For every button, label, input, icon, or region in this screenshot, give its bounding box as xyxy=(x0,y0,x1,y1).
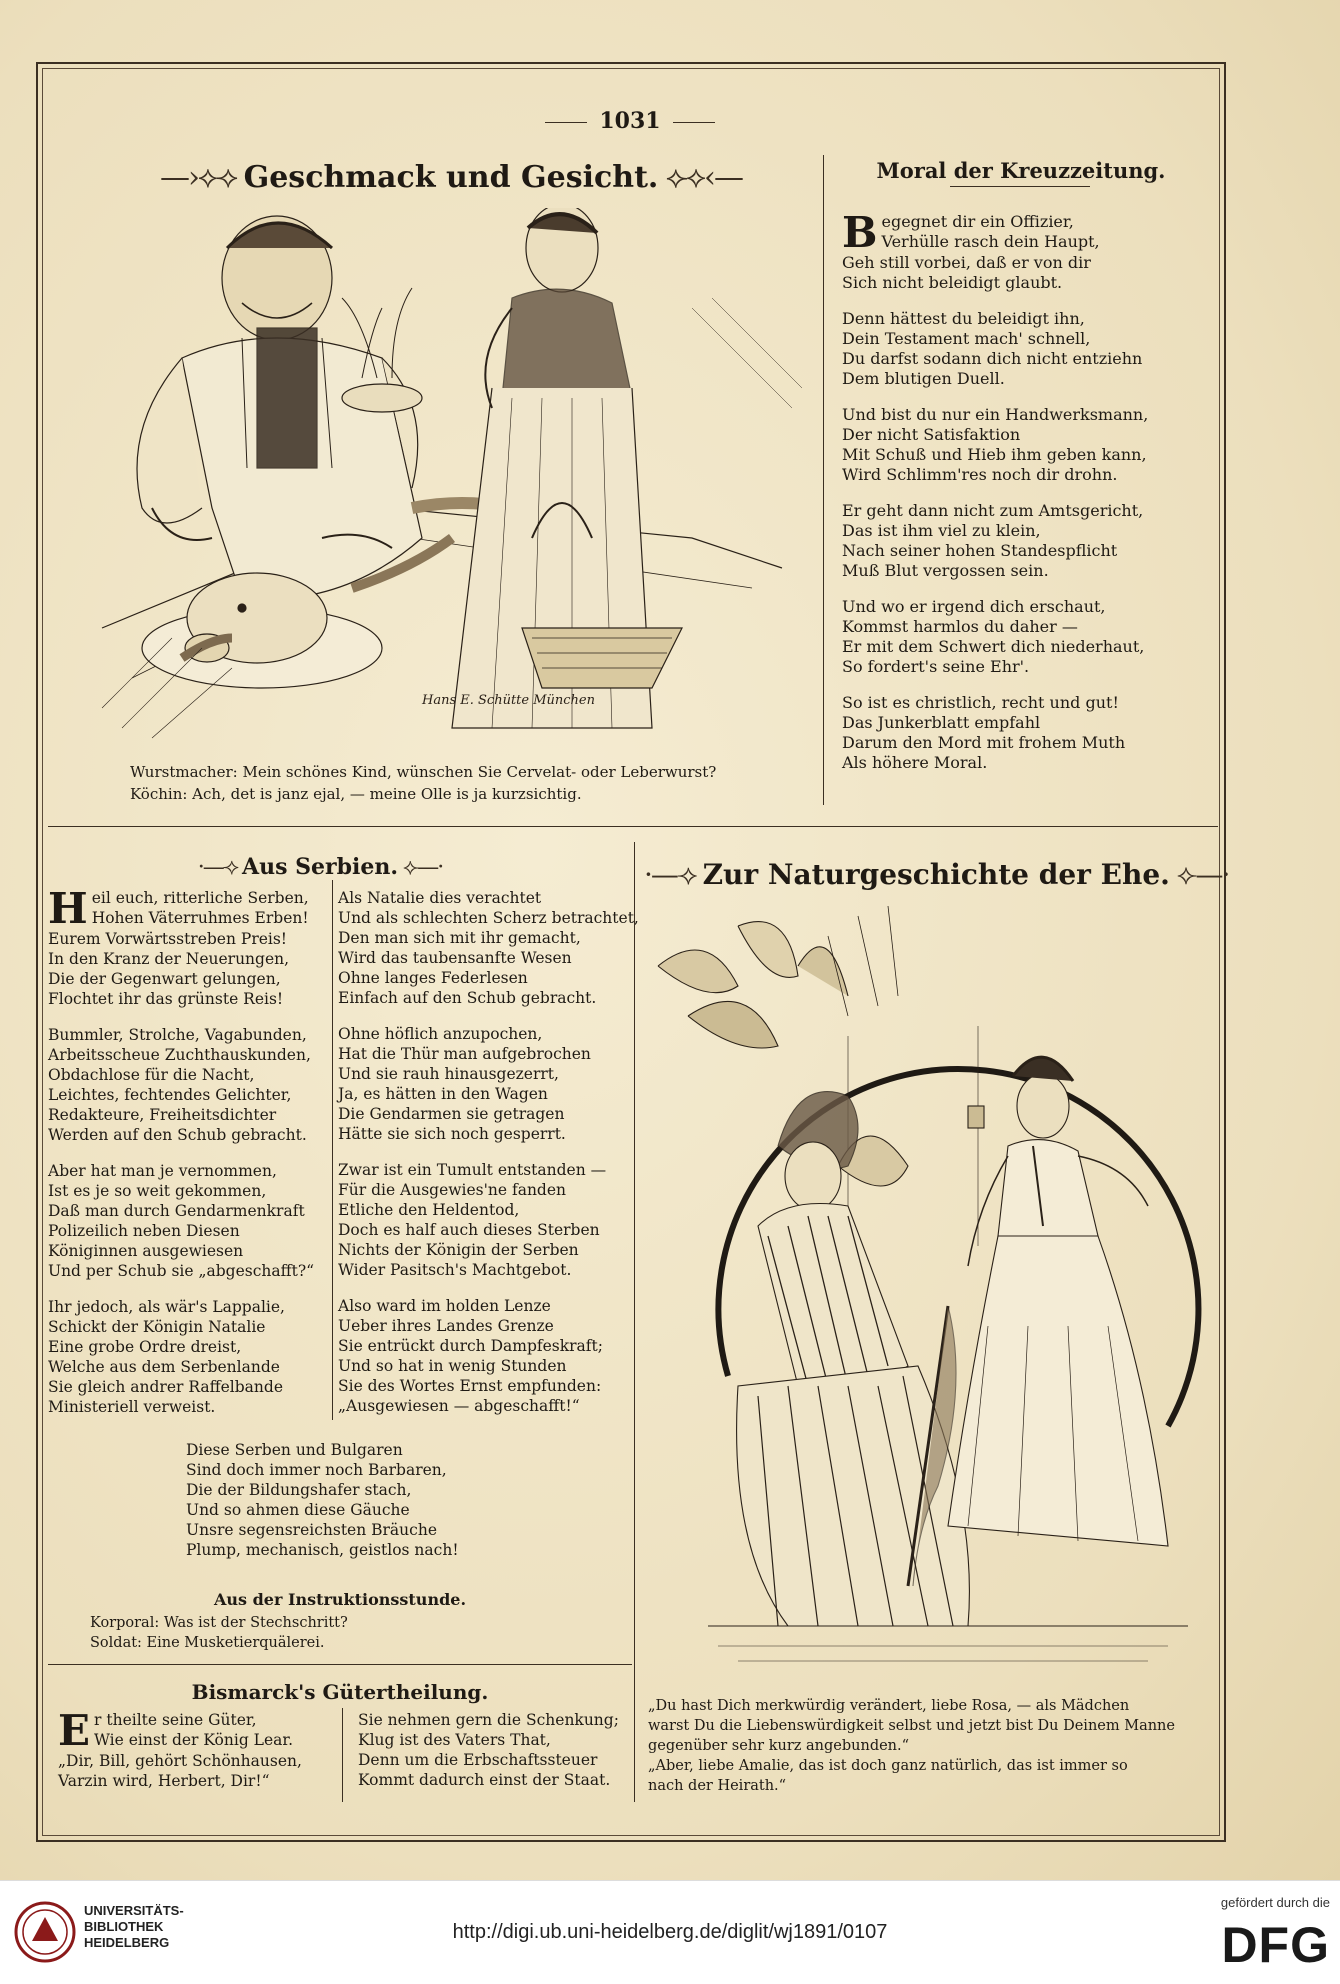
ornament-left: —›⟡⟢ xyxy=(160,160,244,195)
poem-line: Aber hat man je vernommen, xyxy=(48,1162,277,1180)
title-serbien-text: Aus Serbien. xyxy=(242,854,398,880)
poem-line: Unsre segensreichsten Bräuche xyxy=(186,1521,437,1539)
poem-line: Nichts der Königin der Serben xyxy=(338,1241,579,1259)
poem-line: Plump, mechanisch, geistlos nach! xyxy=(186,1541,459,1559)
poem-line: Sie gleich andrer Raffelbande xyxy=(48,1378,283,1396)
caption-line: nach der Heirath.“ xyxy=(648,1778,787,1794)
page-number: 1031 xyxy=(520,108,740,134)
poem-line: Muß Blut vergossen sein. xyxy=(842,561,1049,580)
poem-line: Und bist du nur ein Handwerksmann, xyxy=(842,405,1149,424)
instruktion-divider xyxy=(48,1664,632,1665)
poem-line: Ihr jedoch, als wär's Lappalie, xyxy=(48,1298,285,1316)
poem-line: Ueber ihres Landes Grenze xyxy=(338,1317,554,1335)
poem-line: Ohne langes Federlesen xyxy=(338,969,528,987)
section-title-moral: Moral der Kreuzzeitung. xyxy=(876,158,1166,183)
drop-cap-b: B xyxy=(842,208,878,257)
section-title-geschmack xyxy=(160,160,742,195)
serbien-stanza-4 xyxy=(48,1297,330,1417)
poem-line: Und wo er irgend dich erschaut, xyxy=(842,597,1106,616)
institution-line: BIBLIOTHEK xyxy=(84,1919,164,1934)
poem-line: Für die Ausgewies'ne fanden xyxy=(338,1181,567,1199)
ornament-left: ·—⟢ xyxy=(197,855,242,880)
poem-line: Wie einst der König Lear. xyxy=(94,1731,294,1749)
poem-line: „Ausgewiesen — abgeschafft!“ xyxy=(338,1397,580,1415)
poem-line: Zwar ist ein Tumult entstanden — xyxy=(338,1161,607,1179)
title-underline xyxy=(950,186,1090,187)
poem-line: In den Kranz der Neuerungen, xyxy=(48,950,290,968)
poem-line: So ist es christlich, recht und gut! xyxy=(842,693,1119,712)
caption-line: „Aber, liebe Amalie, das ist doch ganz natürlich, das ist immer so xyxy=(648,1758,1128,1774)
poem-moral-stanza-2 xyxy=(842,309,1217,389)
poem-line: Varzin wird, Herbert, Dir!“ xyxy=(58,1772,270,1790)
funder-label: gefördert durch die xyxy=(1220,1895,1330,1910)
caption-geschmack-2: Köchin: Ach, det is janz ejal, — meine Olle is ja kurzsichtig. xyxy=(130,785,582,803)
poem-line: Daß man durch Gendarmenkraft xyxy=(48,1202,305,1220)
drop-cap-e: E xyxy=(58,1706,91,1755)
illustration-two-women xyxy=(648,906,1216,1686)
bismarck-column-1 xyxy=(58,1706,340,1791)
poem-line: Wider Pasitsch's Machtgebot. xyxy=(338,1261,572,1279)
serbien-stanza-5 xyxy=(338,888,639,1008)
title-geschmack-text: Geschmack und Gesicht. xyxy=(243,160,659,195)
caption-line: warst Du die Liebenswürdigkeit selbst und jetzt bist Du Deinem Manne xyxy=(648,1718,1175,1734)
poem-line: Und sie rauh hinausgezerrt, xyxy=(338,1065,559,1083)
poem-line: Sich nicht beleidigt glaubt. xyxy=(842,273,1063,292)
serbien-stanza-1 xyxy=(48,884,330,1009)
poem-line: Kommt dadurch einst der Staat. xyxy=(358,1771,611,1789)
poem-line: Hat die Thür man aufgebrochen xyxy=(338,1045,591,1063)
poem-line: Als Natalie dies verachtet xyxy=(338,889,542,907)
poem-line: Die Gendarmen sie getragen xyxy=(338,1105,565,1123)
poem-line: Obdachlose für die Nacht, xyxy=(48,1066,255,1084)
poem-line: eil euch, ritterliche Serben, xyxy=(91,889,309,907)
poem-line: Welche aus dem Serbenlande xyxy=(48,1358,280,1376)
digitization-footer xyxy=(0,1880,1340,1984)
section-title-serbien xyxy=(110,854,530,880)
poem-line: Polizeilich neben Diesen xyxy=(48,1222,240,1240)
section-title-instruktion: Aus der Instruktionsstunde. xyxy=(213,1590,467,1609)
poem-line: Den man sich mit ihr gemacht, xyxy=(338,929,581,947)
instruktion-line-2: Soldat: Eine Musketierquälerei. xyxy=(90,1635,325,1651)
caption-line: gegenüber sehr kurz angebunden.“ xyxy=(648,1738,910,1754)
poem-line: Flochtet ihr das grünste Reis! xyxy=(48,990,284,1008)
poem-line: Wird Schlimm'res noch dir drohn. xyxy=(842,465,1118,484)
serbien-stanza-8 xyxy=(338,1296,620,1416)
ornament-left: ·—⟢ xyxy=(644,858,703,891)
poem-line: Klug ist des Vaters That, xyxy=(358,1731,551,1749)
poem-line: Das ist ihm viel zu klein, xyxy=(842,521,1041,540)
poem-line: Ist es je so weit gekommen, xyxy=(48,1182,267,1200)
source-url-link[interactable]: http://digi.ub.uni-heidelberg.de/diglit/wj1891/0107 xyxy=(452,1921,888,1943)
illustration-signature: Hans E. Schütte München xyxy=(422,693,595,708)
poem-line: Ja, es hätten in den Wagen xyxy=(338,1085,548,1103)
poem-moral-stanza-1 xyxy=(842,208,1217,293)
poem-line: Verhülle rasch dein Haupt, xyxy=(881,232,1100,251)
bismarck-column-2 xyxy=(358,1710,638,1790)
poem-line: Geh still vorbei, daß er von dir xyxy=(842,253,1091,272)
poem-line: Die der Gegenwart gelungen, xyxy=(48,970,281,988)
column-divider-top xyxy=(823,155,824,805)
poem-line: Also ward im holden Lenze xyxy=(338,1297,551,1315)
poem-line: Sie entrückt durch Dampfeskraft; xyxy=(338,1337,603,1355)
poem-line: Diese Serben und Bulgaren xyxy=(186,1441,403,1459)
poem-moral-stanza-6 xyxy=(842,693,1217,773)
poem-line: Nach seiner hohen Standespflicht xyxy=(842,541,1118,560)
poem-moral-stanza-5 xyxy=(842,597,1217,677)
poem-line: Er mit dem Schwert dich niederhaut, xyxy=(842,637,1145,656)
ornament-right: ⟣—· xyxy=(397,855,443,880)
poem-line: Denn hättest du beleidigt ihn, xyxy=(842,309,1085,328)
section-divider xyxy=(48,826,1218,827)
serbien-column-2 xyxy=(338,888,639,1432)
bismarck-column-divider xyxy=(342,1708,343,1802)
serbien-stanza-3 xyxy=(48,1161,330,1281)
poem-line: Wird das taubensanfte Wesen xyxy=(338,949,572,967)
serbien-closing-stanza xyxy=(186,1440,486,1560)
poem-line: Darum den Mord mit frohem Muth xyxy=(842,733,1126,752)
drop-cap-h: H xyxy=(48,884,88,933)
poem-line: Sind doch immer noch Barbaren, xyxy=(186,1461,447,1479)
institution-line: UNIVERSITÄTS- xyxy=(84,1903,184,1918)
ornament-right: ⟣⟡‹— xyxy=(658,160,742,195)
poem-line: Einfach auf den Schub gebracht. xyxy=(338,989,597,1007)
institution-line: HEIDELBERG xyxy=(84,1935,170,1950)
instruktion-line-1: Korporal: Was ist der Stechschritt? xyxy=(90,1615,348,1631)
poem-line: Eine grobe Ordre dreist, xyxy=(48,1338,242,1356)
poem-line: Dein Testament mach' schnell, xyxy=(842,329,1091,348)
caption-line: „Du hast Dich merkwürdig verändert, liebe Rosa, — als Mädchen xyxy=(648,1698,1130,1714)
section-title-ehe xyxy=(644,858,1229,892)
poem-line: Dem blutigen Duell. xyxy=(842,369,1005,388)
poem-line: Redakteure, Freiheitsdichter xyxy=(48,1106,277,1124)
dfg-logo: DFG xyxy=(1221,1917,1330,1973)
poem-line: Und so ahmen diese Gäuche xyxy=(186,1501,410,1519)
illustration-butcher-and-cook xyxy=(92,208,812,748)
poem-line: egegnet dir ein Offizier, xyxy=(881,212,1074,231)
serbien-stanza-6 xyxy=(338,1024,620,1144)
poem-line: Er geht dann nicht zum Amtsgericht, xyxy=(842,501,1144,520)
institution-name xyxy=(84,1903,184,1951)
poem-line: Die der Bildungshafer stach, xyxy=(186,1481,412,1499)
bismarck-stanza-1 xyxy=(58,1706,340,1791)
poem-line: „Dir, Bill, gehört Schönhausen, xyxy=(58,1752,302,1770)
ornament-right: ⟣—· xyxy=(1169,858,1229,891)
caption-ehe xyxy=(648,1696,1220,1796)
serbien-stanza-7 xyxy=(338,1160,620,1280)
poem-line: Werden auf den Schub gebracht. xyxy=(48,1126,307,1144)
poem-moral-stanza-3 xyxy=(842,405,1217,485)
poem-line: Und als schlechten Scherz betrachtet, xyxy=(338,909,639,927)
poem-line: Und so hat in wenig Stunden xyxy=(338,1357,567,1375)
poem-line: Ohne höflich anzupochen, xyxy=(338,1025,543,1043)
poem-moral xyxy=(842,208,1217,789)
serbien-stanza-2 xyxy=(48,1025,330,1145)
poem-line: Leichtes, fechtendes Gelichter, xyxy=(48,1086,292,1104)
poem-line: Du darfst sodann dich nicht entziehn xyxy=(842,349,1143,368)
serbien-column-divider xyxy=(332,880,333,1420)
poem-line: Schickt der Königin Natalie xyxy=(48,1318,266,1336)
poem-line: Eurem Vorwärtsstreben Preis! xyxy=(48,930,288,948)
poem-line: Bummler, Strolche, Vagabunden, xyxy=(48,1026,307,1044)
title-ehe-text: Zur Naturgeschichte der Ehe. xyxy=(702,858,1170,891)
poem-line: Königinnen ausgewiesen xyxy=(48,1242,244,1260)
poem-line: Und per Schub sie „abgeschafft?“ xyxy=(48,1262,315,1280)
poem-moral-stanza-4 xyxy=(842,501,1217,581)
poem-line: So fordert's seine Ehr'. xyxy=(842,657,1030,676)
serbien-column-1 xyxy=(48,884,330,1433)
poem-line: r theilte seine Güter, xyxy=(94,1711,257,1729)
poem-line: Sie nehmen gern die Schenkung; xyxy=(358,1711,619,1729)
poem-line: Hätte sie sich noch gesperrt. xyxy=(338,1125,566,1143)
poem-line: Sie des Wortes Ernst empfunden: xyxy=(338,1377,602,1395)
poem-line: Der nicht Satisfaktion xyxy=(842,425,1021,444)
poem-line: Kommst harmlos du daher — xyxy=(842,617,1078,636)
poem-line: Denn um die Erbschaftssteuer xyxy=(358,1751,598,1769)
poem-line: Als höhere Moral. xyxy=(842,753,988,772)
poem-line: Arbeitsscheue Zuchthauskunden, xyxy=(48,1046,311,1064)
poem-line: Hohen Väterruhmes Erben! xyxy=(91,909,309,927)
poem-line: Ministeriell verweist. xyxy=(48,1398,216,1416)
poem-line: Etliche den Heldentod, xyxy=(338,1201,520,1219)
column-divider-bottom xyxy=(634,842,635,1802)
university-seal-icon xyxy=(14,1901,76,1963)
poem-line: Das Junkerblatt empfahl xyxy=(842,713,1041,732)
caption-geschmack-1: Wurstmacher: Mein schönes Kind, wünschen Sie Cervelat- oder Leberwurst? xyxy=(130,763,717,781)
poem-line: Mit Schuß und Hieb ihm geben kann, xyxy=(842,445,1147,464)
section-title-bismarck: Bismarck's Gütertheilung. xyxy=(191,1680,489,1704)
poem-line: Doch es half auch dieses Sterben xyxy=(338,1221,600,1239)
